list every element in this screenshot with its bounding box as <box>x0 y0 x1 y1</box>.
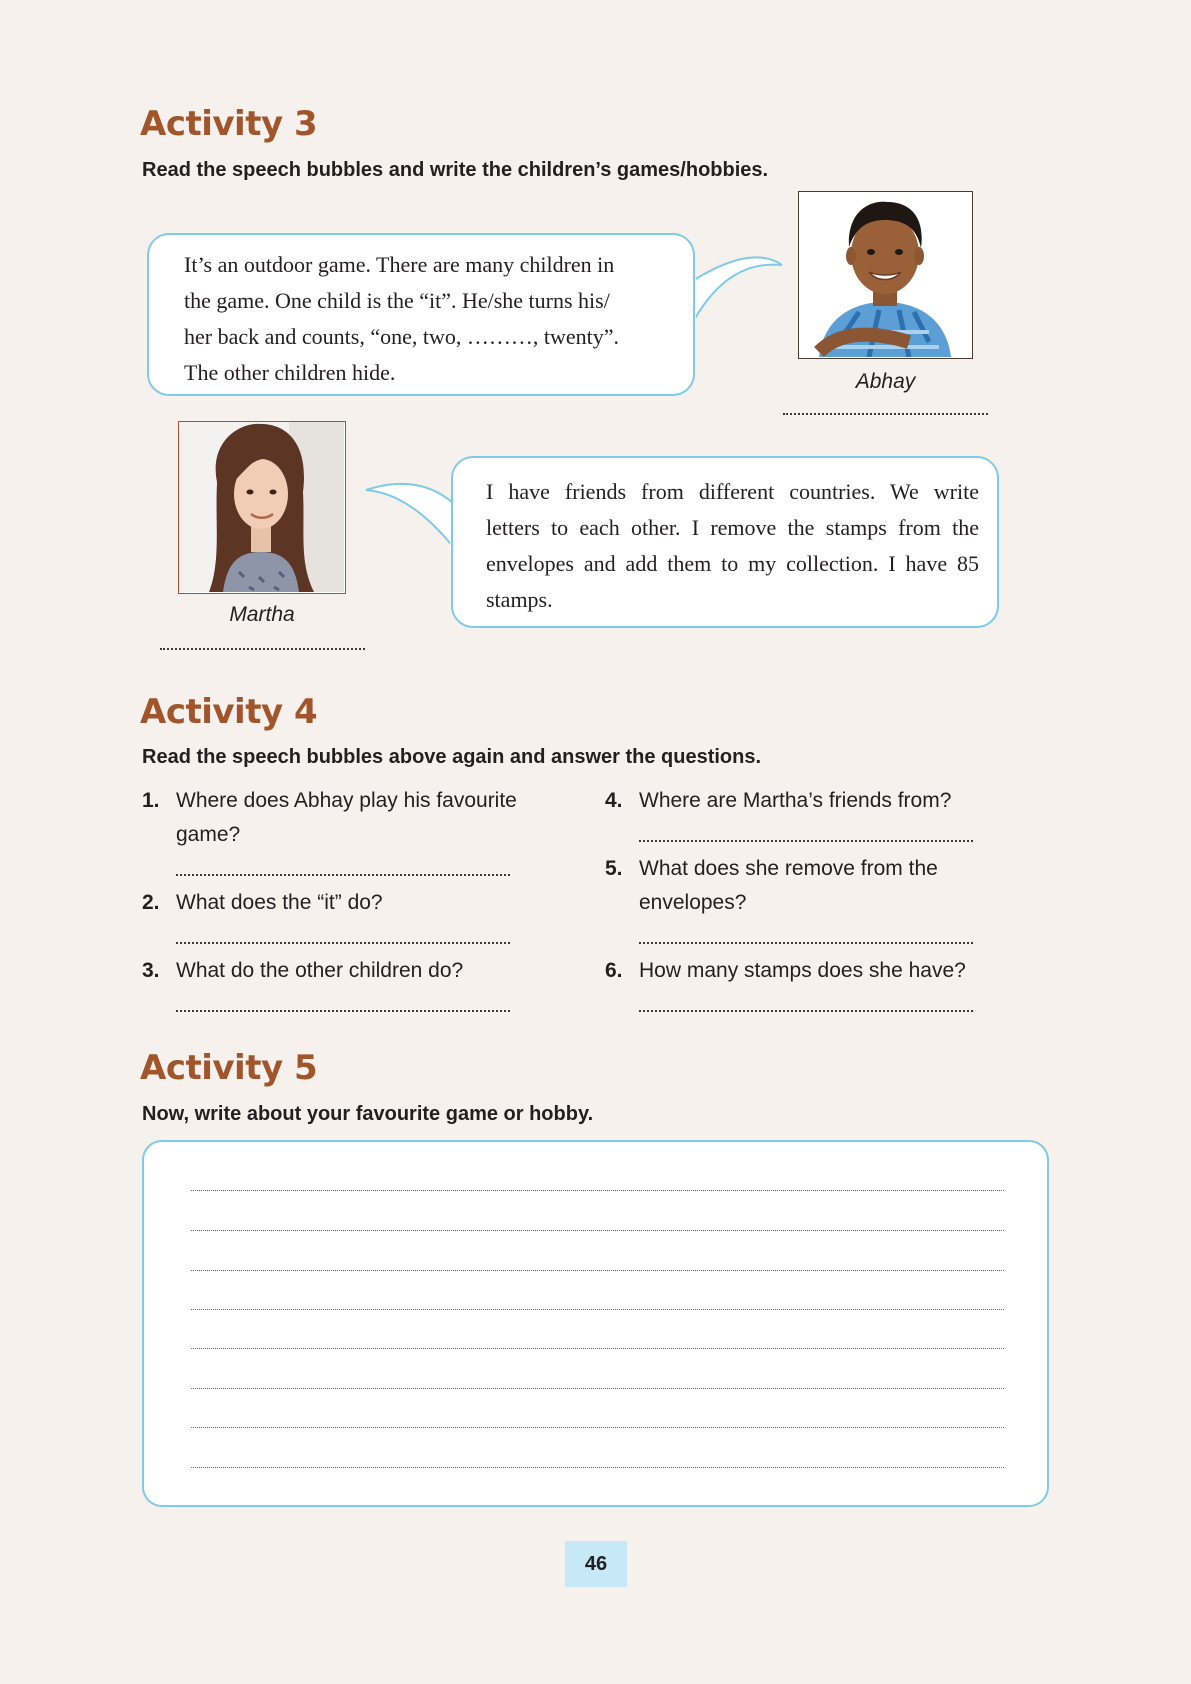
question-3-answer-line[interactable] <box>176 988 510 1012</box>
abhay-caption: Abhay <box>855 370 916 393</box>
activity-3-title: Activity 3 <box>140 104 318 144</box>
writing-line[interactable] <box>191 1348 1004 1349</box>
boy-portrait-image <box>799 192 971 357</box>
activity-5-instruction: Now, write about your favourite game or hobby. <box>142 1103 594 1125</box>
bubble-martha-line-2: letters to each other. I remove the stamps from the <box>486 515 979 540</box>
question-1-number: 1. <box>142 789 160 812</box>
question-6-text: How many stamps does she have? <box>639 959 966 982</box>
question-6-number: 6. <box>605 959 623 982</box>
speech-bubble-tail-martha <box>362 478 458 558</box>
question-1-text: Where does Abhay play his favourite game? <box>176 789 517 846</box>
question-4-number: 4. <box>605 789 623 812</box>
question-4-text: Where are Martha’s friends from? <box>639 789 952 812</box>
writing-line[interactable] <box>191 1270 1004 1271</box>
question-1 <box>142 784 562 876</box>
question-3 <box>142 954 562 1012</box>
writing-line[interactable] <box>191 1467 1004 1468</box>
writing-line[interactable] <box>191 1388 1004 1389</box>
question-5-text: What does she remove from the envelopes? <box>639 857 938 914</box>
bubble-abhay-line-1: It’s an outdoor game. There are many children in <box>184 252 615 277</box>
bubble-martha-line-3: envelopes and add them to my collection. I have 85 <box>486 551 979 576</box>
question-5-number: 5. <box>605 857 623 880</box>
question-5 <box>605 852 1025 944</box>
writing-area[interactable] <box>142 1140 1049 1507</box>
speech-bubble-tail-abhay <box>690 250 786 330</box>
question-2 <box>142 886 562 944</box>
question-6-answer-line[interactable] <box>639 988 973 1012</box>
question-3-number: 3. <box>142 959 160 982</box>
martha-answer-line[interactable] <box>160 648 365 650</box>
bubble-abhay-line-3: her back and counts, “one, two, ………, twenty”. <box>184 324 619 349</box>
question-2-answer-line[interactable] <box>176 920 510 944</box>
bubble-martha-line-4: stamps. <box>486 587 553 612</box>
activity-5-title: Activity 5 <box>140 1048 318 1088</box>
bubble-abhay-line-2: the game. One child is the “it”. He/she turns his/ <box>184 288 610 313</box>
question-1-answer-line[interactable] <box>176 852 510 876</box>
activity-4-title: Activity 4 <box>140 692 318 732</box>
question-2-number: 2. <box>142 891 160 914</box>
martha-photo <box>178 421 346 594</box>
page-number: 46 <box>565 1541 627 1587</box>
speech-bubble-martha <box>451 456 999 628</box>
abhay-answer-line[interactable] <box>783 413 988 415</box>
question-5-answer-line[interactable] <box>639 920 973 944</box>
abhay-photo <box>798 191 973 359</box>
activity-4-instruction: Read the speech bubbles above again and answer the questions. <box>142 746 762 768</box>
girl-portrait-image <box>179 422 344 592</box>
writing-line[interactable] <box>191 1427 1004 1428</box>
martha-caption: Martha <box>229 603 295 626</box>
writing-line[interactable] <box>191 1190 1004 1191</box>
writing-line[interactable] <box>191 1230 1004 1231</box>
writing-line[interactable] <box>191 1309 1004 1310</box>
activity-3-instruction: Read the speech bubbles and write the children’s games/hobbies. <box>142 159 769 181</box>
bubble-martha-line-1: I have friends from different countries. We write <box>486 479 979 504</box>
bubble-abhay-line-4: The other children hide. <box>184 360 396 385</box>
question-4-answer-line[interactable] <box>639 818 973 842</box>
question-2-text: What does the “it” do? <box>176 891 383 914</box>
question-3-text: What do the other children do? <box>176 959 464 982</box>
question-4 <box>605 784 1025 842</box>
speech-bubble-abhay <box>147 233 695 396</box>
question-6 <box>605 954 1025 1012</box>
